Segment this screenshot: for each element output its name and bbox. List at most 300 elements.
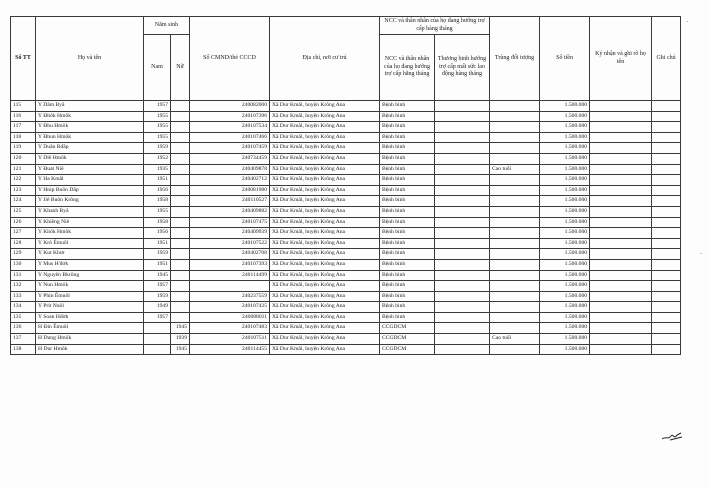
table-row [11, 249, 681, 260]
row-note [652, 164, 681, 175]
row-ncc-monthly: Bệnh binh [380, 132, 435, 143]
row-birth-female [171, 111, 190, 122]
table-row [11, 164, 681, 175]
row-ncc-monthly: Bệnh binh [380, 249, 435, 260]
table-row [11, 206, 681, 217]
row-note [652, 185, 681, 196]
row-name: Y Prit Nuôl [36, 302, 144, 313]
row-war-invalid [435, 196, 490, 207]
row-signature [590, 143, 652, 154]
row-ncc-monthly: Bệnh binh [380, 312, 435, 323]
row-amount: 1.500.000 [540, 196, 590, 207]
row-signature [590, 302, 652, 313]
header-name: Họ và tên [36, 17, 144, 101]
row-war-invalid [435, 228, 490, 239]
row-name: Y Ha Kmăl [36, 175, 144, 186]
row-ncc-monthly: Bệnh binh [380, 164, 435, 175]
row-note [652, 344, 681, 355]
row-number: 119 [11, 143, 36, 154]
row-war-invalid [435, 238, 490, 249]
row-id-number: 240734459 [190, 153, 270, 164]
header-ncc-monthly: NCC và thân nhân của họ đang hưởng trợ cấp hằng tháng [380, 35, 435, 101]
row-id-number: 240107396 [190, 111, 270, 122]
row-ncc-monthly: Bệnh binh [380, 185, 435, 196]
table-row [11, 122, 681, 133]
row-war-invalid [435, 259, 490, 270]
row-signature [590, 196, 652, 207]
row-birth-male: 1951 [144, 238, 171, 249]
row-note [652, 312, 681, 323]
row-ncc-monthly: Bệnh binh [380, 175, 435, 186]
row-ncc-monthly: Bệnh binh [380, 259, 435, 270]
row-address: Xã Dur Kmăl, huyện Krông Ana [270, 323, 380, 334]
row-birth-female [171, 238, 190, 249]
row-note [652, 302, 681, 313]
row-overlap [490, 111, 540, 122]
header-war-invalid: Thương binh hưởng trợ cấp mất sức lao động hàng tháng [435, 35, 490, 101]
row-id-number: 240107459 [190, 143, 270, 154]
row-signature [590, 323, 652, 334]
row-number: 126 [11, 217, 36, 228]
row-number: 135 [11, 312, 36, 323]
row-address: Xã Dur Kmăl, huyện Krông Ana [270, 111, 380, 122]
row-note [652, 111, 681, 122]
row-address: Xã Dur Kmăl, huyện Krông Ana [270, 228, 380, 239]
row-war-invalid [435, 164, 490, 175]
row-war-invalid [435, 281, 490, 292]
row-address: Xã Dur Kmăl, huyện Krông Ana [270, 217, 380, 228]
row-id-number: 240114455 [190, 344, 270, 355]
row-signature [590, 185, 652, 196]
row-number: 138 [11, 344, 36, 355]
row-overlap [490, 312, 540, 323]
row-signature [590, 153, 652, 164]
row-overlap [490, 143, 540, 154]
table-row [11, 228, 681, 239]
row-name: H Dur Hmŏk [36, 344, 144, 355]
table-row [11, 323, 681, 334]
table-row [11, 175, 681, 186]
margin-mark: · [700, 250, 703, 258]
row-birth-female [171, 302, 190, 313]
row-signature [590, 101, 652, 112]
row-war-invalid [435, 132, 490, 143]
row-signature [590, 249, 652, 260]
table-row [11, 153, 681, 164]
row-address: Xã Dur Kmăl, huyện Krông Ana [270, 302, 380, 313]
row-birth-female [171, 291, 190, 302]
row-overlap [490, 281, 540, 292]
row-id-number: 240110527 [190, 196, 270, 207]
row-address: Xã Dur Kmăl, huyện Krông Ana [270, 281, 380, 292]
row-id-number [190, 281, 270, 292]
row-overlap [490, 238, 540, 249]
row-address: Xã Dur Kmăl, huyện Krông Ana [270, 153, 380, 164]
row-id-number: 240107475 [190, 217, 270, 228]
row-overlap [490, 122, 540, 133]
row-address: Xã Dur Kmăl, huyện Krông Ana [270, 185, 380, 196]
row-id-number: 240402712 [190, 175, 270, 186]
header-signature: Ký nhận và ghi rõ họ tên [590, 17, 652, 101]
row-note [652, 249, 681, 260]
row-amount: 1.500.000 [540, 238, 590, 249]
row-birth-female [171, 143, 190, 154]
row-ncc-monthly: CCGDCM [380, 323, 435, 334]
row-amount: 1.500.000 [540, 334, 590, 345]
table-row [11, 344, 681, 355]
row-overlap: Cao tuổi [490, 164, 540, 175]
row-note [652, 228, 681, 239]
row-birth-male [144, 323, 171, 334]
row-address: Xã Dur Kmăl, huyện Krông Ana [270, 270, 380, 281]
row-ncc-monthly: Bệnh binh [380, 111, 435, 122]
row-war-invalid [435, 334, 490, 345]
row-id-number: 240114499 [190, 270, 270, 281]
table-row [11, 334, 681, 345]
row-number: 128 [11, 238, 36, 249]
row-overlap [490, 302, 540, 313]
row-birth-male: 1956 [144, 185, 171, 196]
table-row [11, 238, 681, 249]
row-overlap [490, 196, 540, 207]
row-name: Y Đuat Niê [36, 164, 144, 175]
row-signature [590, 259, 652, 270]
row-number: 132 [11, 281, 36, 292]
row-number: 136 [11, 323, 36, 334]
table-row [11, 281, 681, 292]
row-note [652, 196, 681, 207]
row-number: 124 [11, 196, 36, 207]
row-amount: 1.500.000 [540, 228, 590, 239]
table-row [11, 217, 681, 228]
row-id-number: 240409878 [190, 164, 270, 175]
row-overlap [490, 175, 540, 186]
header-note: Ghi chú [652, 17, 681, 101]
row-birth-male: 1951 [144, 259, 171, 270]
row-birth-male: 1955 [144, 132, 171, 143]
row-birth-male: 1958 [144, 217, 171, 228]
row-number: 125 [11, 206, 36, 217]
row-birth-female [171, 270, 190, 281]
row-note [652, 153, 681, 164]
row-note [652, 217, 681, 228]
row-name: Y Soan Hđơk [36, 312, 144, 323]
row-id-number: 240107466 [190, 132, 270, 143]
header-overlap: Trùng đối tượng [490, 17, 540, 101]
row-note [652, 101, 681, 112]
row-overlap [490, 206, 540, 217]
row-ncc-monthly: Bệnh binh [380, 291, 435, 302]
row-id-number: 240107511 [190, 334, 270, 345]
header-amount: Số tiền [540, 17, 590, 101]
row-amount: 1.500.000 [540, 153, 590, 164]
row-note [652, 175, 681, 186]
row-overlap [490, 132, 540, 143]
row-signature [590, 344, 652, 355]
row-address: Xã Dur Kmăl, huyện Krông Ana [270, 164, 380, 175]
row-name: Y Khanh Byă [36, 206, 144, 217]
table-row [11, 291, 681, 302]
row-name: Y Phin Êmuôl [36, 291, 144, 302]
row-number: 127 [11, 228, 36, 239]
row-birth-female [171, 206, 190, 217]
row-ncc-monthly: Bệnh binh [380, 143, 435, 154]
row-address: Xã Dur Kmăl, huyện Krông Ana [270, 132, 380, 143]
row-note [652, 206, 681, 217]
row-overlap [490, 217, 540, 228]
row-id-number: 240409882 [190, 206, 270, 217]
row-signature [590, 238, 652, 249]
row-birth-male: 1959 [144, 249, 171, 260]
row-number: 131 [11, 270, 36, 281]
row-war-invalid [435, 302, 490, 313]
row-signature [590, 122, 652, 133]
row-address: Xã Dur Kmăl, huyện Krông Ana [270, 122, 380, 133]
row-war-invalid [435, 153, 490, 164]
row-number: 120 [11, 153, 36, 164]
row-signature [590, 132, 652, 143]
row-signature [590, 228, 652, 239]
row-signature [590, 334, 652, 345]
row-birth-female [171, 217, 190, 228]
row-war-invalid [435, 312, 490, 323]
row-birth-male: 1957 [144, 281, 171, 292]
row-ncc-monthly: Bệnh binh [380, 101, 435, 112]
row-address: Xã Dur Kmăl, huyện Krông Ana [270, 259, 380, 270]
row-id-number: 240402708 [190, 249, 270, 260]
row-signature [590, 175, 652, 186]
row-birth-male [144, 344, 171, 355]
row-birth-female [171, 175, 190, 186]
row-ncc-monthly: Bệnh binh [380, 270, 435, 281]
row-overlap [490, 101, 540, 112]
table-row [11, 111, 681, 122]
row-overlap [490, 259, 540, 270]
row-note [652, 281, 681, 292]
row-war-invalid [435, 344, 490, 355]
row-id-number: 240237559 [190, 291, 270, 302]
row-amount: 1.500.000 [540, 249, 590, 260]
row-note [652, 270, 681, 281]
header-stt: Số TT [11, 17, 36, 101]
row-name: Y Dăm Byă [36, 101, 144, 112]
row-note [652, 291, 681, 302]
row-birth-male: 1959 [144, 143, 171, 154]
row-address: Xã Dur Kmăl, huyện Krông Ana [270, 238, 380, 249]
row-birth-female: 1945 [171, 323, 190, 334]
row-note [652, 143, 681, 154]
row-name: H Dung Hmŏk [36, 334, 144, 345]
row-amount: 1.500.000 [540, 291, 590, 302]
row-overlap [490, 323, 540, 334]
row-note [652, 323, 681, 334]
row-address: Xã Dur Kmăl, huyện Krông Ana [270, 196, 380, 207]
row-address: Xã Dur Kmăl, huyện Krông Ana [270, 206, 380, 217]
row-note [652, 334, 681, 345]
row-birth-female: 1939 [171, 334, 190, 345]
row-amount: 1.500.000 [540, 175, 590, 186]
header-address: Địa chỉ, nơi cư trú [270, 17, 380, 101]
row-number: 129 [11, 249, 36, 260]
row-overlap [490, 153, 540, 164]
row-birth-female [171, 101, 190, 112]
row-overlap: Cao tuổi [490, 334, 540, 345]
row-ncc-monthly: CCGDCM [380, 344, 435, 355]
row-birth-male: 1955 [144, 111, 171, 122]
row-birth-male: 1958 [144, 196, 171, 207]
row-amount: 1.500.000 [540, 143, 590, 154]
row-name: Y Dlê Hmŏk [36, 153, 144, 164]
table-row [11, 143, 681, 154]
row-number: 115 [11, 101, 36, 112]
header-female: Nữ [171, 35, 190, 101]
row-war-invalid [435, 323, 490, 334]
row-ncc-monthly: Bệnh binh [380, 153, 435, 164]
row-id-number: 240107522 [190, 238, 270, 249]
row-birth-female [171, 132, 190, 143]
row-name: Y Đhu Hmŏk [36, 122, 144, 133]
row-signature [590, 291, 652, 302]
row-birth-male [144, 334, 171, 345]
header-birth-year: Năm sinh [144, 17, 190, 35]
row-amount: 1.500.000 [540, 185, 590, 196]
row-amount: 1.500.000 [540, 132, 590, 143]
row-birth-female [171, 312, 190, 323]
row-birth-male: 1955 [144, 122, 171, 133]
row-birth-female [171, 249, 190, 260]
row-ncc-monthly: CCGDCM [380, 334, 435, 345]
row-address: Xã Dur Kmăl, huyện Krông Ana [270, 344, 380, 355]
row-number: 118 [11, 132, 36, 143]
row-address: Xã Dur Kmăl, huyện Krông Ana [270, 291, 380, 302]
header-male: Nam [144, 35, 171, 101]
row-amount: 1.500.000 [540, 281, 590, 292]
row-id-number: 240082000 [190, 101, 270, 112]
row-ncc-monthly: Bệnh binh [380, 302, 435, 313]
row-number: 130 [11, 259, 36, 270]
header-id-number: Số CMND/thẻ CCCD [190, 17, 270, 101]
row-signature [590, 206, 652, 217]
row-war-invalid [435, 206, 490, 217]
table-row [11, 185, 681, 196]
row-birth-male: 1952 [144, 153, 171, 164]
row-note [652, 132, 681, 143]
row-number: 123 [11, 185, 36, 196]
row-id-number: 240409939 [190, 228, 270, 239]
row-amount: 1.500.000 [540, 164, 590, 175]
row-name: Y Duăn Bđăp [36, 143, 144, 154]
row-name: Y Đhun Hmŏk [36, 132, 144, 143]
row-overlap [490, 291, 540, 302]
row-name: Y Jiê Buôn Krông [36, 196, 144, 207]
row-ncc-monthly: Bệnh binh [380, 217, 435, 228]
row-address: Xã Dur Kmăl, huyện Krông Ana [270, 312, 380, 323]
row-number: 122 [11, 175, 36, 186]
row-war-invalid [435, 111, 490, 122]
row-overlap [490, 228, 540, 239]
row-signature [590, 164, 652, 175]
row-overlap [490, 249, 540, 260]
row-ncc-monthly: Bệnh binh [380, 122, 435, 133]
row-name: Y Hnip Buôn Dăp [36, 185, 144, 196]
row-ncc-monthly: Bệnh binh [380, 206, 435, 217]
row-amount: 1.500.000 [540, 111, 590, 122]
row-amount: 1.500.000 [540, 259, 590, 270]
row-name: Y Nun Hmŏk [36, 281, 144, 292]
row-birth-female [171, 281, 190, 292]
row-war-invalid [435, 291, 490, 302]
table-row [11, 302, 681, 313]
row-id-number: 240107534 [190, 122, 270, 133]
row-birth-female: 1945 [171, 344, 190, 355]
initials-signature [660, 428, 684, 444]
row-note [652, 259, 681, 270]
row-id-number: 240107483 [190, 323, 270, 334]
row-birth-male: 1959 [144, 291, 171, 302]
row-war-invalid [435, 122, 490, 133]
row-address: Xã Dur Kmăl, huyện Krông Ana [270, 101, 380, 112]
row-birth-female [171, 228, 190, 239]
row-number: 121 [11, 164, 36, 175]
row-number: 116 [11, 111, 36, 122]
table-row [11, 312, 681, 323]
row-birth-male: 1956 [144, 228, 171, 239]
row-signature [590, 111, 652, 122]
row-birth-female [171, 185, 190, 196]
row-number: 134 [11, 302, 36, 313]
row-name: Y Kut Khưr [36, 249, 144, 260]
table-row [11, 259, 681, 270]
beneficiary-table [10, 16, 681, 355]
margin-mark: · [686, 18, 689, 26]
row-overlap [490, 344, 540, 355]
row-birth-female [171, 153, 190, 164]
row-address: Xã Dur Kmăl, huyện Krông Ana [270, 249, 380, 260]
row-birth-female [171, 164, 190, 175]
row-id-number: 240081980 [190, 185, 270, 196]
row-birth-male: 1957 [144, 312, 171, 323]
row-name: Y Khŏk Hmŏk [36, 228, 144, 239]
row-war-invalid [435, 185, 490, 196]
row-amount: 1.500.000 [540, 122, 590, 133]
row-name: Y Krô Êmuôl [36, 238, 144, 249]
row-id-number: 240107425 [190, 302, 270, 313]
row-birth-female [171, 196, 190, 207]
row-ncc-monthly: Bệnh binh [380, 196, 435, 207]
row-war-invalid [435, 249, 490, 260]
row-war-invalid [435, 143, 490, 154]
row-overlap [490, 270, 540, 281]
row-note [652, 122, 681, 133]
table-row [11, 270, 681, 281]
row-birth-male: 1955 [144, 206, 171, 217]
row-birth-female [171, 122, 190, 133]
header-ncc-group: NCC và thân nhân của họ đang hưởng trợ cấp hàng tháng [380, 17, 490, 35]
row-signature [590, 281, 652, 292]
row-name: Y Mus H'đơk [36, 259, 144, 270]
row-amount: 1.500.000 [540, 206, 590, 217]
row-signature [590, 312, 652, 323]
row-name: Y Nguyên Bkrông [36, 270, 144, 281]
row-amount: 1.500.000 [540, 312, 590, 323]
row-birth-female [171, 259, 190, 270]
row-amount: 1.500.000 [540, 270, 590, 281]
row-war-invalid [435, 175, 490, 186]
row-number: 117 [11, 122, 36, 133]
row-birth-male: 1935 [144, 164, 171, 175]
row-name: Y Đhôk Hmŏk [36, 111, 144, 122]
row-note [652, 238, 681, 249]
